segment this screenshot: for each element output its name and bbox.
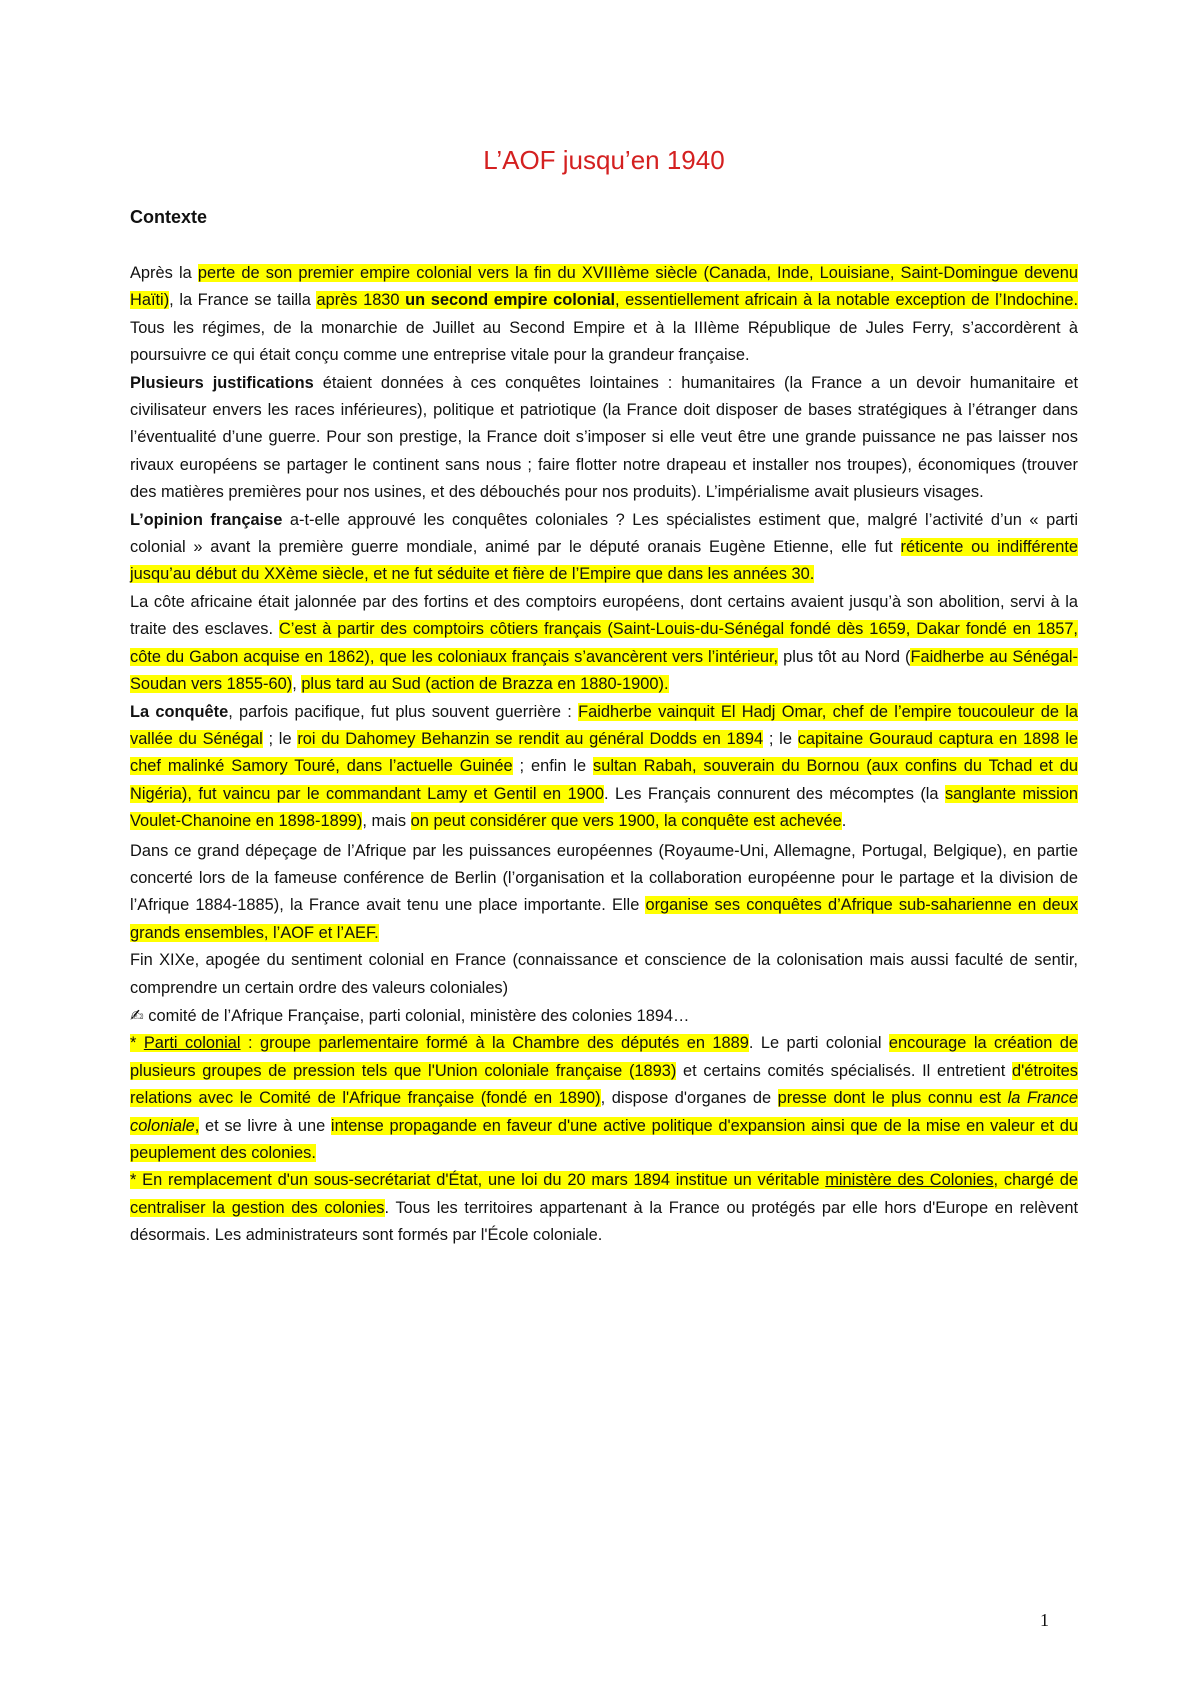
highlight: d'étroites relations avec le Comité de l'Afrique française (fondé en 1890) [130, 1061, 1078, 1108]
highlight: presse dont le plus connu est la France coloniale, [130, 1089, 1078, 1135]
highlight: organise ses conquêtes d’Afrique sub-saharienne en deux grands ensembles, l’AOF et l’AEF. [130, 896, 1078, 942]
highlight: roi du Dahomey Behanzin se rendit au général Dodds en 1894 [297, 729, 764, 748]
paragraph-justifications: Plusieurs justifications étaient données à ces conquêtes lointaines : humanitaires (la France a un devoir humanitaire et civilisateur envers les races inférieures), politique et patriotique (la France doit disposer de bases stratégiques à l’étranger dans l’éventualité d’une guerre. Pour son prestige, la France doit s’imposer si elle veut être une grande puissance ne pas laisser nos rivaux européens se partager le continent sans nous ; faire flotter notre drapeau et installer nos troupes), économiques (trouver des matières premières pour nos usines, et des débouchés pour nos produits). L’impérialisme avait plusieurs visages. [130, 373, 1079, 502]
paragraph-parti-colonial: * Parti colonial : groupe parlementaire formé à la Chambre des députés en 1889. Le parti colonial encourage la création de plusieurs groupes de pression tels que l'Union coloniale française (1893) et certains comités spécialisés. Il entretient d'étroites relations avec le Comité de l'Afrique française (fondé en 1890), dispose d'organes de presse dont le plus connu est la France coloniale, et se livre à une intense propagande en faveur d'une active politique d'expansion ainsi que de la mise en valeur et du peuplement des colonies. [130, 1034, 1078, 1162]
highlight: sanglante mission Voulet-Chanoine en 1898-1899) [130, 784, 1078, 831]
page-number: 1 [1040, 1610, 1049, 1630]
highlight: réticente ou indifférente jusqu’au début du XXème siècle, et ne fut séduite et fière de l’Empire que dans les années 30. [130, 538, 1078, 584]
highlight: sultan Rabah, souverain du Bornou (aux confins du Tchad et du Nigéria), fut vaincu par le commandant Lamy et Gentil en 1900 [130, 757, 1078, 803]
paragraph-note: ✍ comité de l’Afrique Française, parti colonial, ministère des colonies 1894… [130, 1005, 690, 1025]
paragraph-opinion: L’opinion française a-t-elle approuvé les conquêtes coloniales ? Les spécialistes estiment que, malgré l’activité d’un « parti colonial » avant la première guerre mondiale, animé par le député oranais Eugène Etienne, elle fut réticente ou indifférente jusqu’au début du XXème siècle, et ne fut séduite et fière de l’Empire que dans les années 30. [130, 510, 1078, 584]
paragraph-depecage: Dans ce grand dépeçage de l’Afrique par les puissances européennes (Royaume-Uni, Allemagne, Portugal, Belgique), en partie concerté lors de la fameuse conférence de Berlin (l’organisation et la collaboration européenne pour le partage et la division de l’Afrique 1884-1885), la France avait tenu une place importante. Elle organise ses conquêtes d’Afrique sub-saharienne en deux grands ensembles, l’AOF et l’AEF. [130, 841, 1078, 942]
paragraph-ministere: * En remplacement d'un sous-secrétariat d'État, une loi du 20 mars 1894 institue un véritable ministère des Colonies, chargé de centraliser la gestion des colonies. Tous les territoires appartenant à la France ou protégés par elle hors d'Europe en relèvent désormais. Les administrateurs sont formés par l'École coloniale. [130, 1171, 1078, 1245]
writing-hand-icon: ✍ [130, 1005, 144, 1025]
highlight: plus tard au Sud (action de Brazza en 1880-1900). [301, 675, 669, 694]
section-heading: Contexte [130, 207, 208, 227]
highlight: * Parti colonial : groupe parlementaire formé à la Chambre des députés en 1889 [130, 1034, 749, 1053]
page-title: L’AOF jusqu’en 1940 [483, 145, 725, 175]
highlight: Faidherbe vainquit El Hadj Omar, chef de l’empire toucouleur de la vallée du Sénégal [130, 702, 1078, 748]
paragraph-comptoirs: La côte africaine était jalonnée par des fortins et des comptoirs européens, dont certains avaient jusqu’à son abolition, servi à la traite des esclaves. C’est à partir des comptoirs côtiers français (Saint-Louis-du-Sénégal fondé dès 1659, Dakar fondé en 1857, côte du Gabon acquise en 1862), que les coloniaux français s’avancèrent vers l’intérieur, plus tôt au Nord (Faidherbe au Sénégal-Soudan vers 1855-60), plus tard au Sud (action de Brazza en 1880-1900). [130, 592, 1079, 694]
highlight: perte de son premier empire colonial vers la fin du XVIIIème siècle (Canada, Inde, Louisiane, Saint-Domingue devenu Haïti) [130, 264, 1078, 310]
paragraph-apogee: Fin XIXe, apogée du sentiment colonial en France (connaissance et conscience de la colonisation mais aussi faculté de sentir, comprendre un certain ordre des valeurs coloniales) [130, 951, 1078, 997]
highlight: on peut considérer que vers 1900, la conquête est achevée [410, 812, 842, 831]
highlight: encourage la création de plusieurs groupes de pression tels que l'Union coloniale française (1893) [130, 1034, 1078, 1080]
highlight: Faidherbe au Sénégal-Soudan vers 1855-60) [130, 647, 1079, 694]
highlight: après 1830 un second empire colonial, essentiellement africain à la notable exception de l’Indochine. [316, 291, 1078, 310]
highlight: * En remplacement d'un sous-secrétariat d'État, une loi du 20 mars 1894 institue un véritable ministère des Colonies, chargé de centraliser la gestion des colonies [130, 1171, 1078, 1217]
highlight: C’est à partir des comptoirs côtiers français (Saint-Louis-du-Sénégal fondé dès 1659, Dakar fondé en 1857, côte du Gabon acquise en 1862), que les coloniaux français s’avancèrent vers l’intérieur, [130, 620, 1078, 666]
paragraph-empire: Après la perte de son premier empire colonial vers la fin du XVIIIème siècle (Canada, Inde, Louisiane, Saint-Domingue devenu Haïti), la France se tailla après 1830 un second empire colonial, essentiellement africain à la notable exception de l’Indochine. Tous les régimes, de la monarchie de Juillet au Second Empire et à la IIIème République de Jules Ferry, s’accordèrent à poursuivre ce qui était conçu comme une entreprise vitale pour la grandeur française. [130, 264, 1078, 365]
document-body [130, 130, 1078, 1250]
highlight: intense propagande en faveur d'une active politique d'expansion ainsi que de la mise en valeur et du peuplement des colonies. [130, 1116, 1078, 1162]
paragraph-conquete: La conquête, parfois pacifique, fut plus souvent guerrière : Faidherbe vainquit El Hadj Omar, chef de l’empire toucouleur de la vallée du Sénégal ; le roi du Dahomey Behanzin se rendit au général Dodds en 1894 ; le capitaine Gouraud captura en 1898 le chef malinké Samory Touré, dans l’actuelle Guinée ; enfin le sultan Rabah, souverain du Bornou (aux confins du Tchad et du Nigéria), fut vaincu par le commandant Lamy et Gentil en 1900. Les Français connurent des mécomptes (la sanglante mission Voulet-Chanoine en 1898-1899), mais on peut considérer que vers 1900, la conquête est achevée. [130, 702, 1078, 831]
highlight: capitaine Gouraud captura en 1898 le chef malinké Samory Touré, dans l’actuelle Guinée [130, 729, 1078, 776]
